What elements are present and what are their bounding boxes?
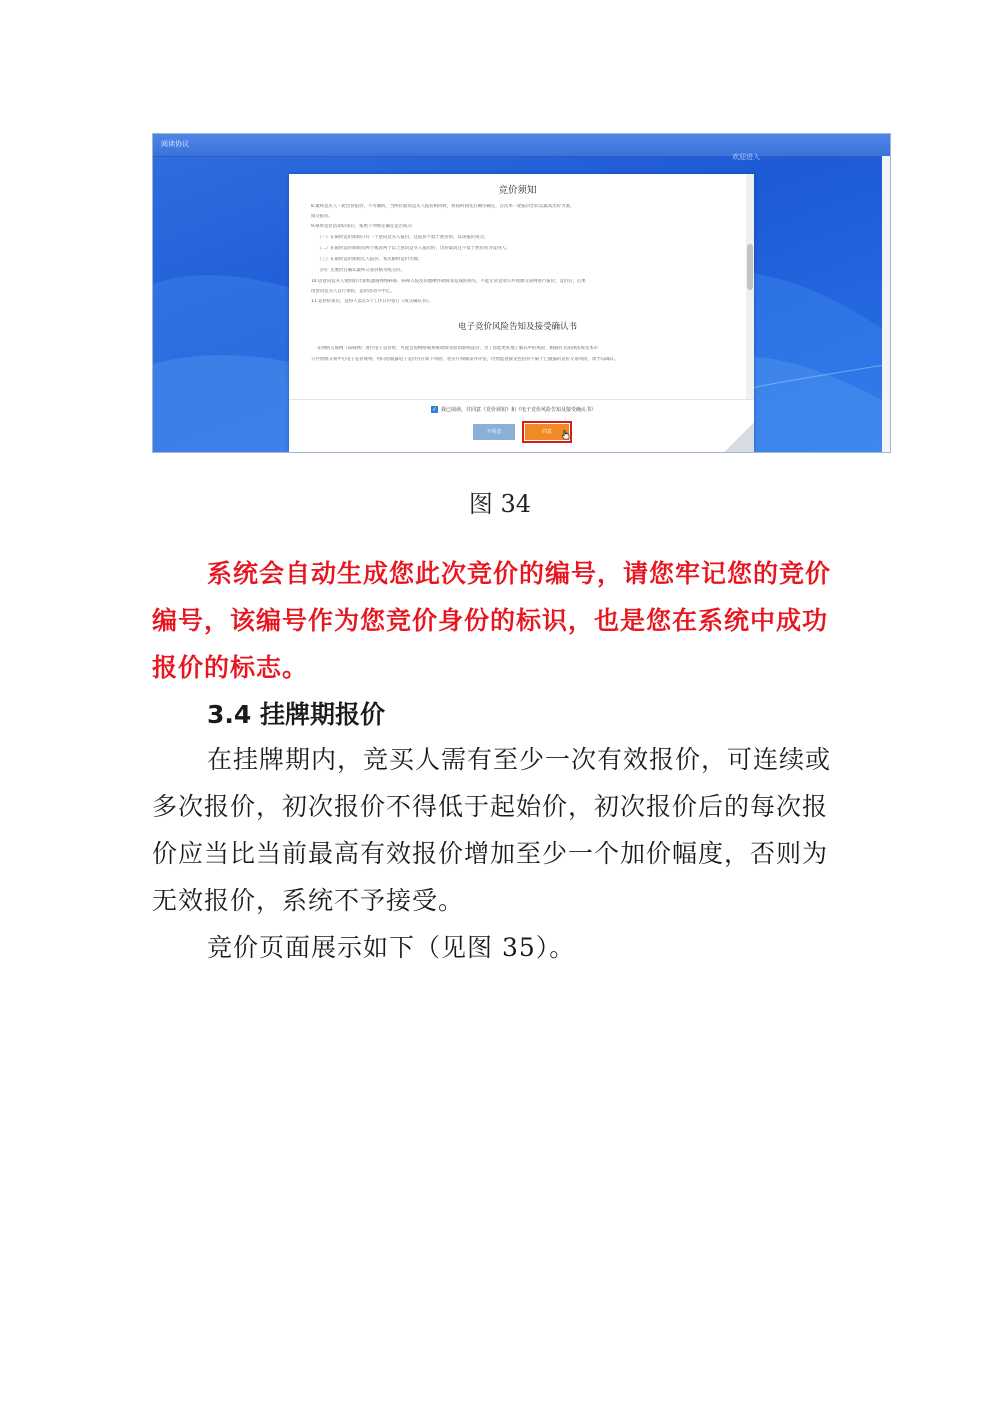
hand-cursor-icon: [562, 430, 570, 440]
agreement-modal: [289, 174, 754, 452]
screenshot-figure: [152, 133, 891, 453]
agree-checkbox-row[interactable]: [431, 406, 596, 413]
body-paragraph-2: 竞价页面展示如下（见图 35）。: [207, 933, 576, 962]
modal-scrollbar[interactable]: [746, 174, 754, 399]
modal-line: 9.限时竞价活动结束后，按照下列规定确定是否成交：: [311, 224, 417, 229]
modal-line: 成交报价。: [311, 214, 333, 219]
modal-line: （四）无底价且确认最终交易价格为成交价。: [317, 268, 405, 273]
section-heading: 3.4 挂牌期报价: [207, 700, 385, 729]
modal-line: （三）在限时竞价期间无人报价，本次限时竞价失败；: [317, 257, 423, 262]
modal-line: 公共资源交易中心电子竞价规则，特向您披露电子竞价存在如下风险，您应仔细阅读并评估，仍然愿意接受包括但不限于已披露的竞价交易风险，请予以确认。: [311, 357, 619, 362]
modal-subtitle: 电子竞价风险告知及接受确认书: [457, 322, 577, 332]
modal-title: 竞价须知: [498, 185, 537, 196]
modal-content: [289, 174, 746, 399]
window-title: 阅读协议: [161, 140, 189, 148]
red-notice-paragraph: 系统会自动生成您此次竞价的编号，请您牢记您的竞价编号，该编号作为您竞价身份的标识，也是您在系统中成功报价的标志。: [152, 559, 832, 682]
modal-scroll-thumb[interactable]: [747, 244, 753, 290]
modal-line: 10.因意向竞买人使用的计算机遭遇网络病毒、病毒入侵及其他硬件故障等造成的损失，不能正常登录公共资源交易网进行报价，竞价后，后果: [311, 279, 586, 284]
welcome-text[interactable]: 欢迎进入: [732, 153, 760, 161]
disagree-button[interactable]: 不同意: [473, 424, 515, 440]
modal-line: （二）在限时竞价期间有两个或者两个以上意向竞买人报价的，出价最高且不低于底价的为竞得人；: [317, 246, 511, 251]
agree-text: 我已阅读，并同意《竞价须知》和《电子竞价风险告知及接受确认书》: [441, 407, 597, 413]
modal-line: 由意向竞买人自行承担，竞价活动不中止。: [311, 289, 395, 294]
figure-caption: 图 34: [468, 490, 532, 518]
modal-line: 8.最终竞买人一轮出价报价，不可撤回，当两位最高竞买人报价相同时，将按时间先后顺序确定，首次本一轮报价出价以最高出价为准。: [311, 204, 575, 209]
window-scrollbar[interactable]: [882, 156, 890, 452]
modal-line: （一）在限时竞价期间只有一个意向竞买人报价，且报价不低于底价的，以该报价成交；: [317, 235, 489, 240]
agree-button[interactable]: 同意: [525, 424, 569, 440]
divider: [289, 399, 754, 400]
checkbox-checked-icon[interactable]: ✓: [431, 406, 438, 413]
modal-line: 11.竞价结束后，竞得人需在5个工作日内签订《成交确认书》。: [311, 299, 433, 304]
window-titlebar: [153, 134, 890, 157]
modal-line: 在网络互联网（局域网）进行电子竞价时，可能会因网络或系统故障等原因影响竞价，为了您能更好地了解其中的风险，根据有关法律法规及本市: [317, 346, 599, 351]
page-curl-decoration: [724, 422, 754, 452]
body-paragraph: 在挂牌期内，竞买人需有至少一次有效报价，可连续或多次报价，初次报价不得低于起始价，初次报价后的每次报价应当比当前最高有效报价增加至少一个加价幅度，否则为无效报价，系统不予接受。: [152, 745, 832, 915]
